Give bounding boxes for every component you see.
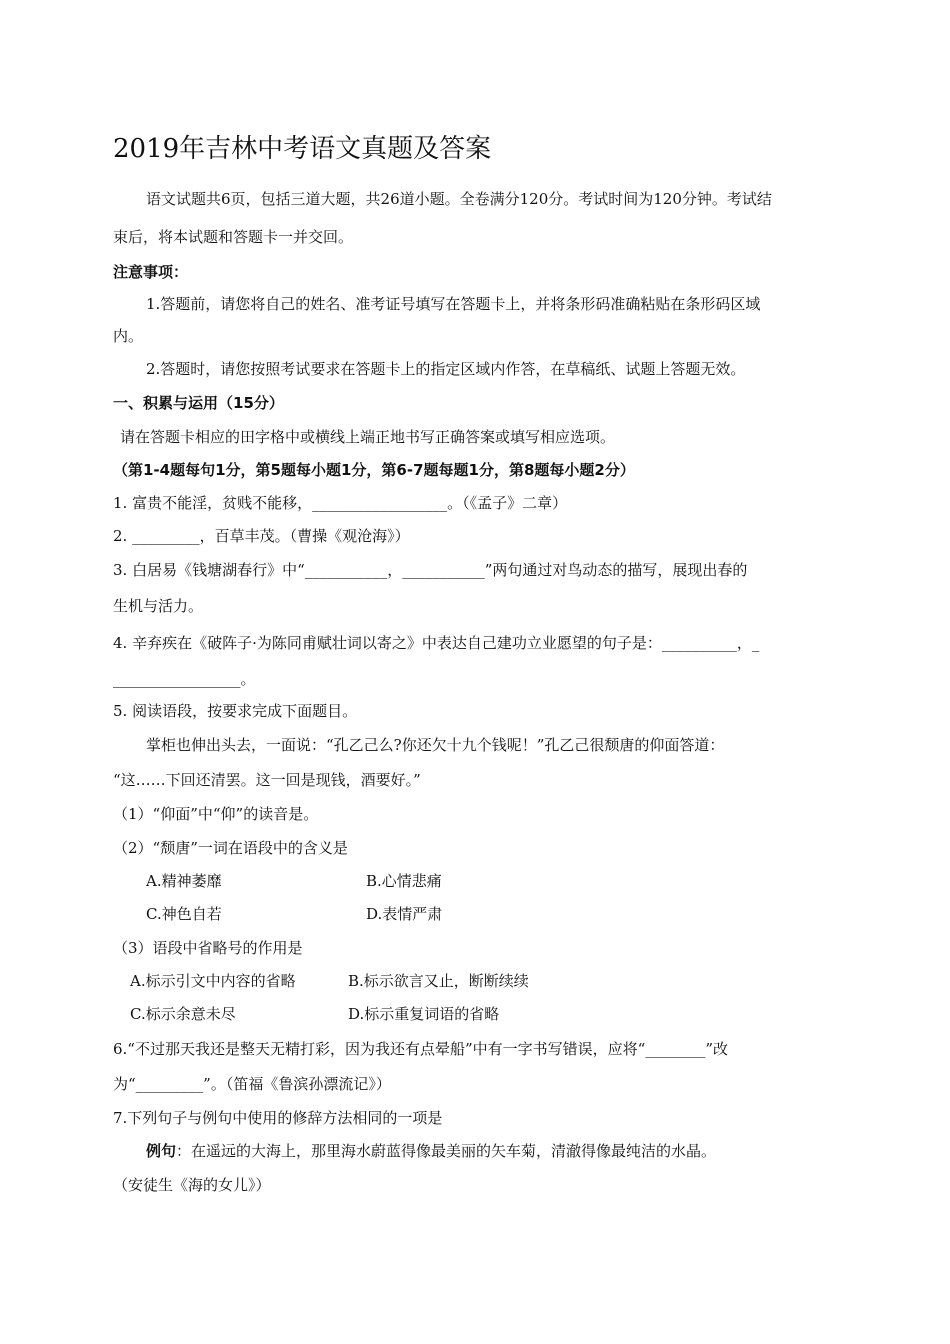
section-heading: 一、积累与运用（15分） [113,394,284,412]
page-title: 2019年吉林中考语文真题及答案 [113,134,492,164]
question-5: 5. 阅读语段，按要求完成下面题目。 [113,702,358,720]
question-1: 1. 富贵不能淫，贫贱不能移，__________________。（《孟子》二章） [113,494,568,512]
q7-source: （安徒生《海的女儿》） [113,1176,271,1194]
question-4: 4. 辛弃疾在《破阵子·为陈同甫赋壮词以寄之》中表达自己建功立业愿望的句子是：__________，_ [113,634,760,652]
q5-passage-line-1: 掌柜也伸出头去，一面说：“孔乙己么?你还欠十九个钱呢！”孔乙己很颓唐的仰面答道： [146,736,725,754]
q7-example-label: 例句 [146,1142,177,1160]
intro-line-1: 语文试题共6页，包括三道大题，共26道小题。全卷满分120分。考试时间为120分钟。考试结 [146,190,772,208]
notice-item-2: 2.答题时，请您按照考试要求在答题卡上的指定区域内作答，在草稿纸、试题上答题无效。 [146,360,746,378]
intro-line-2: 束后，将本试题和答题卡一并交回。 [113,228,354,246]
q7-example [146,1141,716,1161]
section-scoring: （第1-4题每句1分，第5题每小题1分，第6-7题每题1分，第8题每小题2分） [113,461,635,479]
question-6-cont: 为“_________”。（笛福《鲁滨孙漂流记》） [113,1075,391,1093]
q5-sub-2: （2）“颓唐”一词在语段中的含义是 [113,839,348,857]
question-3-cont: 生机与活力。 [113,597,204,615]
q5-sub-1: （1）“仰面”中“仰”的读音是。 [113,805,319,823]
section-instruction: 请在答题卡相应的田字格中或横线上端正地书写正确答案或填写相应选项。 [120,428,616,446]
question-7: 7.下列句子与例句中使用的修辞方法相同的一项是 [113,1109,443,1127]
q5-sub3-option-d: D.标示重复词语的省略 [348,1005,500,1023]
notice-item-1: 1.答题前，请您将自己的姓名、准考证号填写在答题卡上，并将条形码准确粘贴在条形码区域 [146,295,761,313]
q5-sub3-option-a: A.标示引文中内容的省略 [130,972,296,990]
q5-sub2-option-c: C.神色自若 [146,905,222,923]
q5-sub2-option-b: B.心情悲痛 [366,872,442,890]
q5-passage-line-2: “这……下回还清罢。这一回是现钱，酒要好。” [113,771,421,789]
notice-item-1-cont: 内。 [113,327,144,345]
question-2: 2. _________，百草丰茂。（曹操《观沧海》） [113,527,410,545]
question-3: 3. 白居易《钱塘湖春行》中“___________，___________”两句通过对鸟动态的描写，展现出春的 [113,561,748,579]
q5-sub2-option-d: D.表情严肃 [366,905,443,923]
q5-sub-3: （3）语段中省略号的作用是 [113,939,303,957]
q5-sub3-option-b: B.标示欲言又止，断断续续 [348,972,529,990]
notice-heading: 注意事项： [113,263,189,281]
question-6: 6.“不过那天我还是整天无精打彩，因为我还有点晕船”中有一字书写错误，应将“________”改 [113,1040,728,1058]
question-4-cont: _________________。 [113,670,256,688]
q7-example-text: ：在遥远的大海上，那里海水蔚蓝得像最美丽的矢车菊，清澈得像最纯洁的水晶。 [176,1142,717,1160]
q5-sub2-option-a: A.精神萎靡 [146,872,222,890]
q5-sub3-option-c: C.标示余意未尽 [130,1005,236,1023]
